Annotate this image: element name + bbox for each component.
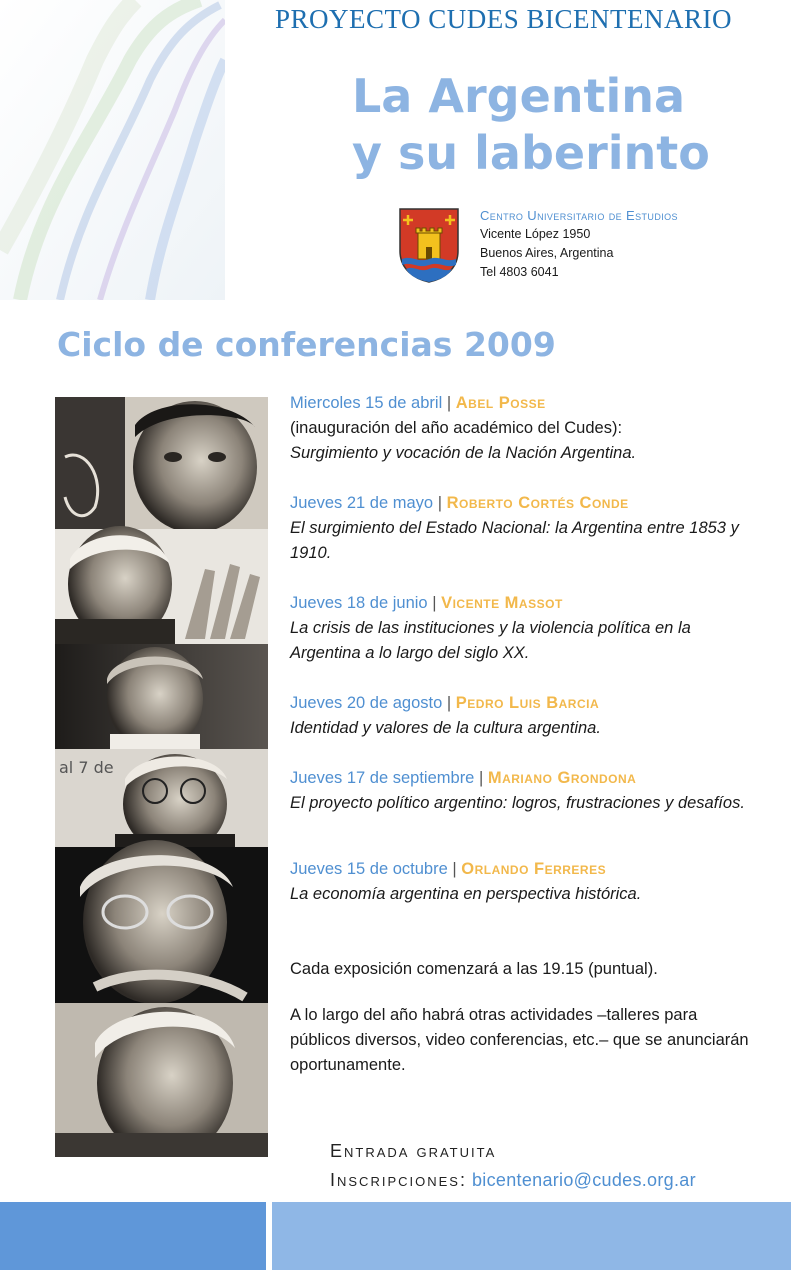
notes xyxy=(290,957,750,1099)
event-item xyxy=(290,391,750,466)
event-item xyxy=(290,491,750,566)
event-date: Jueves 21 de mayo xyxy=(290,494,434,512)
registration-line xyxy=(330,1166,770,1195)
event-item xyxy=(290,691,750,741)
event-topic: Surgimiento y vocación de la Nación Argentina. xyxy=(290,444,637,462)
event-speaker: Vicente Massot xyxy=(441,594,563,612)
event-separator: | xyxy=(446,394,452,412)
event-item xyxy=(290,591,750,666)
cycle-title: Ciclo de conferencias 2009 xyxy=(57,325,556,364)
photo-abel-posse xyxy=(55,397,268,533)
event-date: Jueves 20 de agosto xyxy=(290,694,443,712)
event-date: Jueves 17 de septiembre xyxy=(290,769,475,787)
other-activities-note: A lo largo del año habrá otras actividades –talleres para públicos diversos, video conferencias, etc.– que se anunciarán oportunamente. xyxy=(290,1006,749,1074)
main-title-line1: La Argentina xyxy=(352,69,686,123)
registration xyxy=(330,1137,770,1195)
event-separator: | xyxy=(437,494,442,512)
event-item xyxy=(290,857,750,907)
main-title-line2: y su laberinto xyxy=(352,126,710,180)
event-separator: | xyxy=(452,860,457,878)
event-topic: La crisis de las instituciones y la violencia política en la Argentina a lo largo del siglo XX. xyxy=(290,619,691,662)
registration-email-link[interactable]: bicentenario@cudes.org.ar xyxy=(471,1170,696,1190)
event-separator: | xyxy=(432,594,437,612)
institution-street: Vicente López 1950 xyxy=(480,227,591,241)
event-topic: El surgimiento del Estado Nacional: la Argentina entre 1853 y 1910. xyxy=(290,519,739,562)
event-speaker: Pedro Luis Barcia xyxy=(455,694,600,712)
photo-roberto-cortes-conde xyxy=(55,526,268,644)
event-date: Jueves 15 de octubre xyxy=(290,860,448,878)
free-entry-label: Entrada gratuita xyxy=(330,1141,497,1161)
institution-name: Centro Universitario de Estudios xyxy=(480,208,678,223)
event-topic: La economía argentina en perspectiva histórica. xyxy=(290,885,642,903)
registration-label: Inscripciones: xyxy=(330,1170,467,1190)
decorative-swirl xyxy=(0,0,225,300)
event-separator: | xyxy=(478,769,484,787)
institution-phone: Tel 4803 6041 xyxy=(480,265,559,279)
event-note: (inauguración del año académico del Cudes): xyxy=(290,419,623,437)
event-speaker: Mariano Grondona xyxy=(487,769,637,787)
event-separator: | xyxy=(446,694,452,712)
photo-mariano-grondona xyxy=(55,840,268,1004)
speaker-photos xyxy=(55,397,268,1157)
main-title xyxy=(352,68,782,182)
photo-pedro-luis-barcia xyxy=(55,749,268,854)
event-speaker: Abel Posse xyxy=(455,394,546,412)
photo-caption-fragment: al 7 de xyxy=(59,758,114,777)
footer-bar-left xyxy=(0,1202,266,1270)
shield-crest-icon xyxy=(398,207,460,283)
institution-city: Buenos Aires, Argentina xyxy=(480,246,614,260)
project-title: PROYECTO CUDES BICENTENARIO xyxy=(274,4,733,34)
start-time-note: Cada exposición comenzará a las 19.15 (puntual). xyxy=(290,960,658,978)
event-speaker: Roberto Cortés Conde xyxy=(446,494,629,512)
event-topic: El proyecto político argentino: logros, frustraciones y desafíos. xyxy=(290,794,745,812)
event-speaker: Orlando Ferreres xyxy=(461,860,607,878)
event-date: Miercoles 15 de abril xyxy=(290,394,443,412)
event-item xyxy=(290,766,750,816)
photo-orlando-ferreres xyxy=(55,1003,268,1157)
event-topic: Identidad y valores de la cultura argentina. xyxy=(290,719,601,737)
footer-bar-right xyxy=(272,1202,791,1270)
photo-vicente-massot xyxy=(55,644,268,751)
event-date: Jueves 18 de junio xyxy=(290,594,428,612)
institution-address xyxy=(480,206,780,282)
